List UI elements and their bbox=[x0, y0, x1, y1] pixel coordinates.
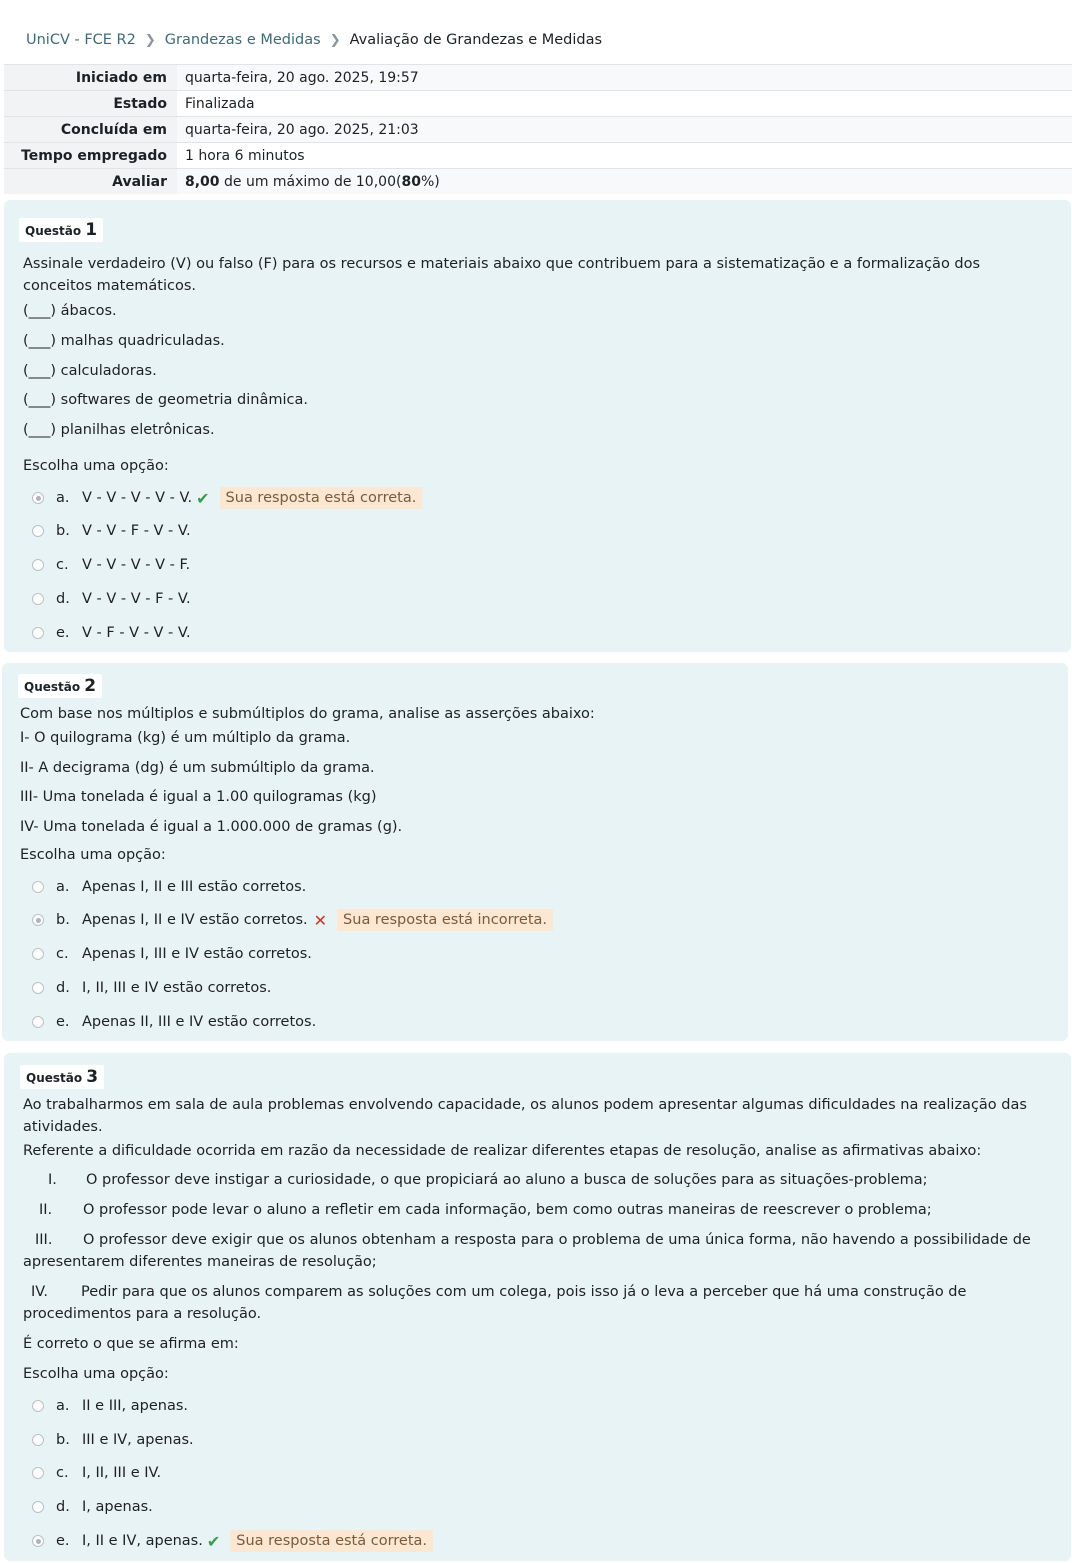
summary-value: quarta-feira, 20 ago. 2025, 19:57 bbox=[177, 65, 1072, 91]
radio-button[interactable] bbox=[32, 559, 44, 571]
question-number-value: 2 bbox=[84, 676, 97, 696]
answer-option-a[interactable] bbox=[32, 1393, 188, 1419]
radio-button[interactable] bbox=[32, 627, 44, 639]
question-text: Ao trabalharmos em sala de aula problemas envolvendo capacidade, os alunos podem apresentar algumas dificuldades na realização das atividades. bbox=[23, 1097, 1027, 1135]
question-text: Com base nos múltiplos e submúltiplos do grama, analise as asserções abaixo: bbox=[20, 706, 595, 722]
radio-button[interactable] bbox=[32, 881, 44, 893]
option-letter: a. bbox=[56, 1398, 70, 1414]
answer-option-b[interactable] bbox=[32, 907, 553, 933]
option-text: Apenas I, II e III estão corretos. bbox=[82, 879, 307, 895]
option-letter: d. bbox=[56, 591, 70, 607]
radio-button[interactable] bbox=[32, 492, 44, 504]
statement-text: O professor deve exigir que os alunos obtenham a resposta para o problema de uma única forma, não havendo a possibilidade de apresentarem diferentes maneiras de resolução; bbox=[23, 1232, 1031, 1270]
answer-option-c[interactable] bbox=[32, 941, 312, 967]
radio-button[interactable] bbox=[32, 948, 44, 960]
question-label: Questão bbox=[24, 680, 81, 694]
answer-option-a[interactable] bbox=[32, 485, 422, 511]
option-text: Apenas I, II e IV estão corretos. bbox=[82, 912, 308, 928]
check-icon: ✔ bbox=[206, 1531, 221, 1551]
choose-option-prompt: Escolha uma opção: bbox=[23, 458, 169, 474]
grade-percent-close: %) bbox=[420, 173, 440, 190]
statement-item: IV- Uma tonelada é igual a 1.000.000 de gramas (g). bbox=[20, 819, 403, 835]
option-text: V - V - V - V - V. bbox=[82, 490, 193, 506]
option-letter: e. bbox=[56, 1014, 70, 1030]
breadcrumb-current: Avaliação de Grandezas e Medidas bbox=[349, 32, 603, 48]
question-2 bbox=[2, 663, 1068, 1041]
statement-item bbox=[23, 1281, 1031, 1325]
statement-item: (___) calculadoras. bbox=[23, 363, 157, 379]
summary-row bbox=[4, 65, 1072, 91]
summary-value: quarta-feira, 20 ago. 2025, 21:03 bbox=[177, 117, 1072, 143]
feedback-incorrect: Sua resposta está incorreta. bbox=[337, 909, 553, 931]
choose-option-prompt: Escolha uma opção: bbox=[23, 1366, 169, 1382]
answer-option-d[interactable] bbox=[32, 1494, 153, 1520]
breadcrumb-course-link[interactable]: UniCV - FCE R2 bbox=[26, 32, 136, 48]
statement-numeral: II. bbox=[39, 1202, 53, 1218]
option-text: II e III, apenas. bbox=[82, 1398, 188, 1414]
option-letter: d. bbox=[56, 1499, 70, 1515]
radio-button[interactable] bbox=[32, 593, 44, 605]
option-letter: b. bbox=[56, 1432, 70, 1448]
option-text: I, apenas. bbox=[82, 1499, 153, 1515]
summary-row bbox=[4, 143, 1072, 169]
radio-button[interactable] bbox=[32, 1467, 44, 1479]
statement-item: II- A decigrama (dg) é um submúltiplo da grama. bbox=[20, 760, 375, 776]
statement-item: (___) malhas quadriculadas. bbox=[23, 333, 225, 349]
summary-grade bbox=[177, 169, 1072, 195]
option-letter: a. bbox=[56, 490, 70, 506]
option-text: V - F - V - V - V. bbox=[82, 625, 191, 641]
summary-label: Tempo empregado bbox=[4, 143, 177, 169]
statement-item: (___) planilhas eletrônicas. bbox=[23, 422, 215, 438]
radio-button[interactable] bbox=[32, 914, 44, 926]
radio-button[interactable] bbox=[32, 1535, 44, 1547]
chevron-right-icon: ❯ bbox=[329, 32, 341, 48]
statement-item bbox=[39, 1199, 932, 1221]
grade-value: 8,00 bbox=[185, 173, 220, 190]
radio-button[interactable] bbox=[32, 1016, 44, 1028]
option-text: V - V - F - V - V. bbox=[82, 523, 191, 539]
radio-button[interactable] bbox=[32, 982, 44, 994]
question-text: Assinale verdadeiro (V) ou falso (F) para os recursos e materiais abaixo que contribuem para a sistematização e a formalização dos conceitos matemáticos. bbox=[23, 256, 981, 294]
summary-row bbox=[4, 117, 1072, 143]
summary-row bbox=[4, 91, 1072, 117]
answer-option-c[interactable] bbox=[32, 552, 190, 578]
attempt-summary-table bbox=[4, 64, 1072, 194]
answer-option-a[interactable] bbox=[32, 874, 306, 900]
question-1 bbox=[4, 200, 1071, 652]
answer-option-b[interactable] bbox=[32, 518, 191, 544]
question-number bbox=[19, 218, 103, 242]
radio-button[interactable] bbox=[32, 1434, 44, 1446]
check-icon: ✔ bbox=[196, 488, 210, 508]
radio-button[interactable] bbox=[32, 1501, 44, 1513]
option-text: I, II, III e IV estão corretos. bbox=[82, 980, 272, 996]
question-label: Questão bbox=[26, 1071, 83, 1085]
breadcrumb bbox=[26, 32, 602, 48]
statement-numeral: IV. bbox=[31, 1284, 48, 1300]
option-text: I, II e IV, apenas. bbox=[82, 1533, 203, 1549]
question-number-value: 3 bbox=[86, 1067, 99, 1087]
question-text-2: Referente a dificuldade ocorrida em razão da necessidade de realizar diferentes etapas de resolução, analise as afirmativas abaixo: bbox=[23, 1143, 982, 1159]
answer-option-e[interactable] bbox=[32, 1009, 316, 1035]
statement-item bbox=[23, 1229, 1057, 1273]
summary-value: Finalizada bbox=[177, 91, 1072, 117]
statement-item: I- O quilograma (kg) é um múltiplo da grama. bbox=[20, 730, 351, 746]
question-number-value: 1 bbox=[85, 220, 98, 240]
statement-item bbox=[48, 1169, 928, 1191]
option-text: Apenas II, III e IV estão corretos. bbox=[82, 1014, 317, 1030]
summary-label: Iniciado em bbox=[4, 65, 177, 91]
option-letter: e. bbox=[56, 625, 70, 641]
answer-option-c[interactable] bbox=[32, 1460, 161, 1486]
option-letter: d. bbox=[56, 980, 70, 996]
option-letter: c. bbox=[56, 946, 69, 962]
question-number bbox=[18, 674, 102, 698]
summary-label: Concluída em bbox=[4, 117, 177, 143]
feedback-correct: Sua resposta está correta. bbox=[230, 1530, 433, 1552]
statement-numeral: I. bbox=[48, 1172, 57, 1188]
statement-text: O professor pode levar o aluno a refletir em cada informação, bem como outras maneiras de reescrever o problema; bbox=[83, 1202, 932, 1218]
statement-numeral: III. bbox=[35, 1232, 53, 1248]
choose-option-prompt: Escolha uma opção: bbox=[20, 847, 166, 863]
option-letter: b. bbox=[56, 523, 70, 539]
chevron-right-icon: ❯ bbox=[144, 32, 156, 48]
radio-button[interactable] bbox=[32, 1400, 44, 1412]
option-text: Apenas I, III e IV estão corretos. bbox=[82, 946, 312, 962]
radio-button[interactable] bbox=[32, 525, 44, 537]
answer-option-d[interactable] bbox=[32, 586, 191, 612]
option-text: III e IV, apenas. bbox=[82, 1432, 194, 1448]
answer-option-d[interactable] bbox=[32, 975, 271, 1001]
answer-option-e[interactable] bbox=[32, 620, 191, 646]
summary-row bbox=[4, 169, 1072, 195]
summary-value: 1 hora 6 minutos bbox=[177, 143, 1072, 169]
statement-item: III- Uma tonelada é igual a 1.00 quilogramas (kg) bbox=[20, 789, 377, 805]
option-letter: c. bbox=[56, 557, 69, 573]
option-text: I, II, III e IV. bbox=[82, 1465, 162, 1481]
question-ask: É correto o que se afirma em: bbox=[23, 1336, 239, 1352]
option-letter: e. bbox=[56, 1533, 70, 1549]
question-3 bbox=[4, 1053, 1071, 1561]
option-text: V - V - V - F - V. bbox=[82, 591, 191, 607]
option-letter: c. bbox=[56, 1465, 69, 1481]
statement-text: O professor deve instigar a curiosidade, o que propiciará ao aluno a busca de soluções para as situações-problema; bbox=[86, 1172, 928, 1188]
summary-label: Estado bbox=[4, 91, 177, 117]
statement-text: Pedir para que os alunos comparem as soluções com um colega, pois isso já o leva a perceber que há uma construção de procedimentos para a resolução. bbox=[23, 1284, 967, 1322]
statement-item: (___) ábacos. bbox=[23, 303, 117, 319]
feedback-correct: Sua resposta está correta. bbox=[220, 487, 423, 509]
grade-percent: 80 bbox=[401, 173, 421, 190]
option-text: V - V - V - V - F. bbox=[82, 557, 191, 573]
question-label: Questão bbox=[25, 224, 82, 238]
summary-label: Avaliar bbox=[4, 169, 177, 195]
grade-rest: de um máximo de 10,00( bbox=[219, 173, 402, 190]
statement-item: (___) softwares de geometria dinâmica. bbox=[23, 392, 308, 408]
question-number bbox=[20, 1065, 104, 1089]
option-letter: b. bbox=[56, 912, 70, 928]
option-letter: a. bbox=[56, 879, 70, 895]
answer-option-b[interactable] bbox=[32, 1427, 194, 1453]
answer-option-e[interactable] bbox=[32, 1528, 433, 1554]
breadcrumb-section-link[interactable]: Grandezas e Medidas bbox=[164, 32, 321, 48]
cross-icon: ✕ bbox=[313, 910, 328, 930]
